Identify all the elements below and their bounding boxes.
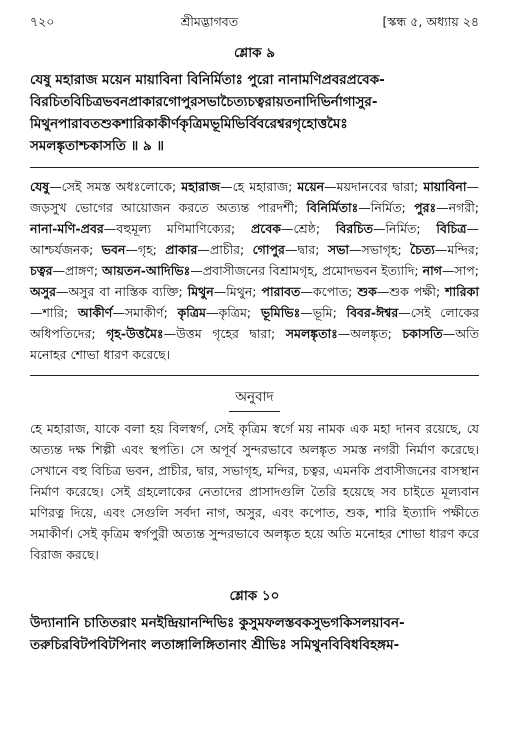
synonym-term: নাগ <box>422 263 442 278</box>
synonym-term: মহারাজ <box>181 179 221 194</box>
synonym-term: যেষু <box>30 179 50 194</box>
synonym-meaning: —শুক পক্ষী; <box>376 284 441 299</box>
synonym-meaning: —দ্বার; <box>284 242 320 257</box>
synonym-term: সভা <box>327 242 350 257</box>
synonym-term: কৃত্রিম <box>177 305 206 320</box>
synonym-term: সমলঙ্কৃতাঃ <box>285 326 338 341</box>
verse-10-sanskrit <box>30 612 479 656</box>
synonym-meaning: —আশ্চর্যজনক; <box>30 221 479 257</box>
verse-9-sanskrit <box>30 69 479 157</box>
synonym-meaning: —প্রাঙ্গণ; <box>52 263 99 278</box>
verse-9-line: বিরচিতবিচিত্রভবনপ্রাকারগোপুরসভাচৈত্যচত্বরায়তনাদিভির্নাগাসুর- <box>30 94 378 110</box>
synonym-term: পুরঃ <box>414 200 437 215</box>
synonym-meaning: —হে মহারাজ; <box>220 179 293 194</box>
synonym-term: বিচিত্র <box>436 221 467 236</box>
book-title: শ্রীমদ্ভাগবত <box>180 14 239 29</box>
synonym-meaning: —শারি; <box>30 305 69 320</box>
synonym-meaning: —নির্মিত; <box>372 221 421 236</box>
section-divider <box>30 375 479 376</box>
synonym-meaning: —প্রাচীর; <box>197 242 245 257</box>
synonym-term: গৃহ-উত্তমৈঃ <box>106 326 164 341</box>
synonym-term: মায়াবিনা <box>423 179 467 194</box>
synonym-meaning: —মন্দির; <box>434 242 479 257</box>
page-header <box>30 14 479 34</box>
synonym-meaning: —নির্মিত; <box>358 200 406 215</box>
verse-9-line: যেষু মহারাজ ময়েন মায়াবিনা বিনির্মিতাঃ পুরো নানামণিপ্রবরপ্রবেক- <box>30 72 385 88</box>
synonym-meaning: —কৃত্রিম; <box>205 305 252 320</box>
synonym-meaning: —বহুমূল্য মণিমাণিক্যের; <box>103 221 236 236</box>
translation-heading: অনুবাদ <box>229 386 279 412</box>
synonym-term: বিবর-ঈশ্বর <box>346 305 399 320</box>
verse-9-line: মিথুনপারাবতশুকশারিকাকীর্ণকৃত্রিমভূমিভির্বিবরেশ্বরগৃহোত্তমৈঃ <box>30 116 348 132</box>
synonym-term: ভূমিভিঃ <box>260 305 301 320</box>
translation-heading-wrap <box>30 386 479 412</box>
verse-10-heading: শ্লোক ১০ <box>229 588 280 604</box>
synonym-meaning: —সেই লোকের অধিপতিদের; <box>30 305 479 341</box>
synonym-term: আয়তন-আদিভিঃ <box>102 263 191 278</box>
synonym-meaning: —সমাকীর্ণ; <box>112 305 168 320</box>
synonym-term: গোপুর <box>252 242 285 257</box>
synonym-meaning: —নগরী; <box>436 200 479 215</box>
section-divider <box>30 167 479 168</box>
synonym-meaning: —কপোত; <box>300 284 353 299</box>
verse-10-line: তরুচিরবিটপবিটপিনাং লতাঙ্গালিঙ্গিতানাং শ্রীভিঃ সমিথুনবিবিধবিহঙ্গম- <box>30 637 400 653</box>
synonyms-paragraph <box>30 176 479 365</box>
synonym-meaning: —সাপ; <box>441 263 479 278</box>
synonym-term: ভবন <box>101 242 126 257</box>
synonym-meaning: —ময়দানবের দ্বারা; <box>324 179 419 194</box>
synonym-term: চত্বর <box>30 263 53 278</box>
synonym-term: নানা-মণি-প্রবর <box>30 221 104 236</box>
synonym-term: শুক <box>357 284 377 299</box>
synonym-meaning: —শ্রেষ্ঠ; <box>281 221 321 236</box>
chapter-reference: [স্কন্ধ ৫, অধ্যায় ২৪ <box>382 14 479 29</box>
synonym-term: পারাবত <box>261 284 301 299</box>
synonym-term: মিথুন <box>187 284 214 299</box>
synonym-meaning: —মিথুন; <box>213 284 257 299</box>
translation-text: হে মহারাজ, যাকে বলা হয় বিলস্বর্গ, সেই কৃত্রিম স্বর্গে ময় নামক এক মহা দানব রয়েছে, যে অত্যন্ত দক্ষ শিল্পী এবং স্থপতি। সে অপূর্ব সুন্দরভাবে অলঙ্কৃত সমস্ত নগরী নির্মাণ করেছে। সেখানে বহু বিচিত্র ভবন, প্রাচীর, দ্বার, সভাগৃহ, মন্দির, চত্বর, এমনকি প্রবাসীজনের বাসস্থান নির্মাণ করেছে। সেই গ্রহলোকের নেতাদের প্রাসাদগুলি তৈরি হয়েছে সব চাইতে মূল্যবান মণিরত্ন দিয়ে, এবং সেগুলি সর্বদা নাগ, অসুর, এবং কপোত, শুক, শারি ইত্যাদি পক্ষীতে সমাকীর্ণ। সেই কৃত্রিম স্বর্গপুরী অত্যন্ত সুন্দরভাবে অলঙ্কৃত হয়ে অতি মনোহর শোভা ধারণ করে বিরাজ করছে। <box>30 421 479 562</box>
synonym-meaning: —অসুর বা নাস্তিক ব্যক্তি; <box>55 284 183 299</box>
synonym-term: বিরচিত <box>335 221 373 236</box>
synonym-term: প্রাকার <box>165 242 198 257</box>
verse-10-line: উদ্যানানি চাতিতরাং মনইন্দ্রিয়ানন্দিভিঃ কুসুমফলস্তবকসুভগকিসলয়াবন- <box>30 615 405 631</box>
verse-9-line: সমলঙ্কৃতাশ্চকাসতি ॥ ৯ ॥ <box>30 138 165 154</box>
synonym-term: বিনির্মিতাঃ <box>306 200 359 215</box>
synonym-meaning: —উত্তম গৃহের দ্বারা; <box>163 326 276 341</box>
synonym-term: আকীর্ণ <box>77 305 113 320</box>
synonym-term: শারিকা <box>445 284 479 299</box>
synonym-meaning: —সেই সমস্ত অধঃলোকে; <box>49 179 177 194</box>
synonym-meaning: —জড়সুখ ভোগের আয়োজন করতে অত্যন্ত পারদর্শী; <box>30 179 480 215</box>
page-number: ৭২০ <box>30 14 55 29</box>
synonym-term: চকাসতি <box>402 326 443 341</box>
verse-9-heading: শ্লোক ৯ <box>233 45 276 61</box>
synonym-term: চৈত্য <box>410 242 435 257</box>
synonym-term: অসুর <box>30 284 56 299</box>
synonym-meaning: —সভাগৃহ; <box>349 242 402 257</box>
synonym-term: প্রবেক <box>250 221 282 236</box>
synonym-term: ময়েন <box>297 179 325 194</box>
synonym-meaning: —অলঙ্কৃত; <box>337 326 392 341</box>
synonym-meaning: —ভূমি; <box>300 305 337 320</box>
synonym-meaning: —প্রবাসীজনের বিশ্রামগৃহ, প্রমোদভবন ইত্যাদি; <box>190 263 419 278</box>
synonym-meaning: —গৃহ; <box>125 242 157 257</box>
synonym-meaning: —অতি মনোহর শোভা ধারণ করেছে। <box>30 326 479 362</box>
